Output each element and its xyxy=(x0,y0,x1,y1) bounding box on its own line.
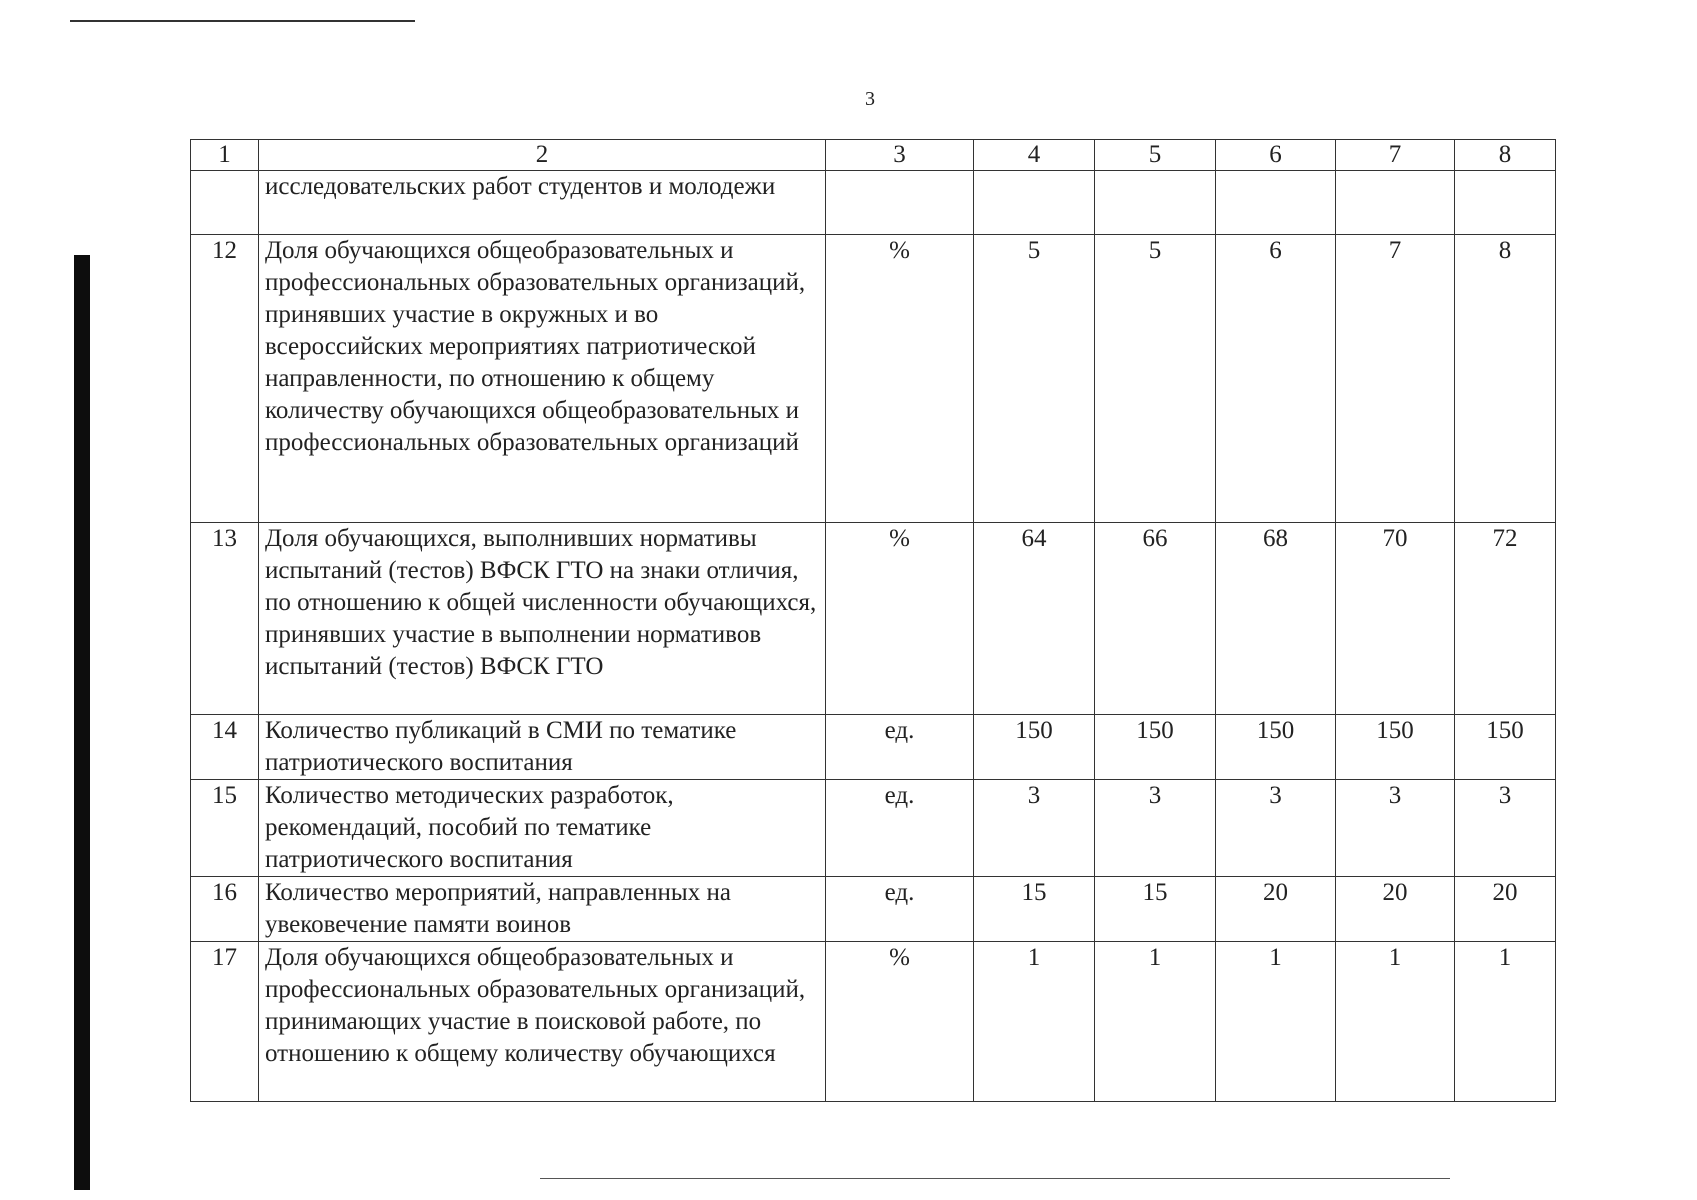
value-cell xyxy=(1095,171,1216,235)
row-number: 15 xyxy=(191,780,259,877)
header-cell: 8 xyxy=(1455,140,1556,171)
row-number xyxy=(191,171,259,235)
table-row xyxy=(191,171,1556,235)
value-cell: 3 xyxy=(1336,780,1455,877)
value-cell: 7 xyxy=(1336,235,1455,523)
table-row xyxy=(191,780,1556,877)
value-cell: 5 xyxy=(1095,235,1216,523)
value-cell: 1 xyxy=(1216,942,1336,1102)
value-cell: 150 xyxy=(1216,715,1336,780)
table-row xyxy=(191,715,1556,780)
table-row xyxy=(191,523,1556,715)
indicator-name: исследовательских работ студентов и молодежи xyxy=(259,171,826,235)
row-number: 12 xyxy=(191,235,259,523)
table-row xyxy=(191,942,1556,1102)
value-cell: 150 xyxy=(1455,715,1556,780)
header-cell: 6 xyxy=(1216,140,1336,171)
value-cell: 8 xyxy=(1455,235,1556,523)
row-number: 17 xyxy=(191,942,259,1102)
value-cell: 15 xyxy=(1095,877,1216,942)
row-number: 13 xyxy=(191,523,259,715)
value-cell xyxy=(974,171,1095,235)
scan-artifact-bottom-line xyxy=(540,1178,1450,1179)
unit: ед. xyxy=(826,715,974,780)
page-number: 3 xyxy=(865,88,875,110)
indicator-name: Количество мероприятий, направленных на увековечение памяти воинов xyxy=(259,877,826,942)
value-cell: 3 xyxy=(1095,780,1216,877)
unit: % xyxy=(826,235,974,523)
value-cell: 20 xyxy=(1455,877,1556,942)
value-cell: 64 xyxy=(974,523,1095,715)
table-row xyxy=(191,235,1556,523)
value-cell: 72 xyxy=(1455,523,1556,715)
row-number: 16 xyxy=(191,877,259,942)
value-cell: 150 xyxy=(974,715,1095,780)
header-cell: 7 xyxy=(1336,140,1455,171)
value-cell: 1 xyxy=(1336,942,1455,1102)
indicator-name: Доля обучающихся, выполнивших нормативы испытаний (тестов) ВФСК ГТО на знаки отличия, по отношению к общей численности обучающихся, принявших участие в выполнении нормативов испытаний (тестов) ВФСК ГТО xyxy=(259,523,826,715)
header-cell: 2 xyxy=(259,140,826,171)
unit: % xyxy=(826,523,974,715)
value-cell: 1 xyxy=(1455,942,1556,1102)
value-cell: 3 xyxy=(1455,780,1556,877)
indicator-name: Доля обучающихся общеобразовательных и профессиональных образовательных организаций, принявших участие в окружных и во всероссийских мероприятиях патриотической направленности, по отношению к общему количеству обучающихся общеобразовательных и профессиональных образовательных организаций xyxy=(259,235,826,523)
value-cell: 1 xyxy=(974,942,1095,1102)
indicator-name: Доля обучающихся общеобразовательных и профессиональных образовательных организаций, принимающих участие в поисковой работе, по отношению к общему количеству обучающихся xyxy=(259,942,826,1102)
indicator-name: Количество публикаций в СМИ по тематике патриотического воспитания xyxy=(259,715,826,780)
table-header-row xyxy=(191,140,1556,171)
value-cell xyxy=(1336,171,1455,235)
header-cell: 1 xyxy=(191,140,259,171)
scan-artifact-left-bar xyxy=(74,255,90,1190)
value-cell: 20 xyxy=(1216,877,1336,942)
value-cell: 66 xyxy=(1095,523,1216,715)
value-cell xyxy=(1455,171,1556,235)
unit xyxy=(826,171,974,235)
value-cell: 3 xyxy=(974,780,1095,877)
header-cell: 3 xyxy=(826,140,974,171)
value-cell: 3 xyxy=(1216,780,1336,877)
row-number: 14 xyxy=(191,715,259,780)
indicator-name: Количество методических разработок, рекомендаций, пособий по тематике патриотического воспитания xyxy=(259,780,826,877)
value-cell: 5 xyxy=(974,235,1095,523)
header-cell: 5 xyxy=(1095,140,1216,171)
value-cell xyxy=(1216,171,1336,235)
value-cell: 6 xyxy=(1216,235,1336,523)
scan-artifact-top-line xyxy=(70,20,415,22)
unit: ед. xyxy=(826,877,974,942)
table-row xyxy=(191,877,1556,942)
header-cell: 4 xyxy=(974,140,1095,171)
unit: % xyxy=(826,942,974,1102)
value-cell: 68 xyxy=(1216,523,1336,715)
value-cell: 15 xyxy=(974,877,1095,942)
value-cell: 1 xyxy=(1095,942,1216,1102)
value-cell: 70 xyxy=(1336,523,1455,715)
indicators-table xyxy=(190,139,1556,1102)
value-cell: 20 xyxy=(1336,877,1455,942)
value-cell: 150 xyxy=(1336,715,1455,780)
value-cell: 150 xyxy=(1095,715,1216,780)
unit: ед. xyxy=(826,780,974,877)
